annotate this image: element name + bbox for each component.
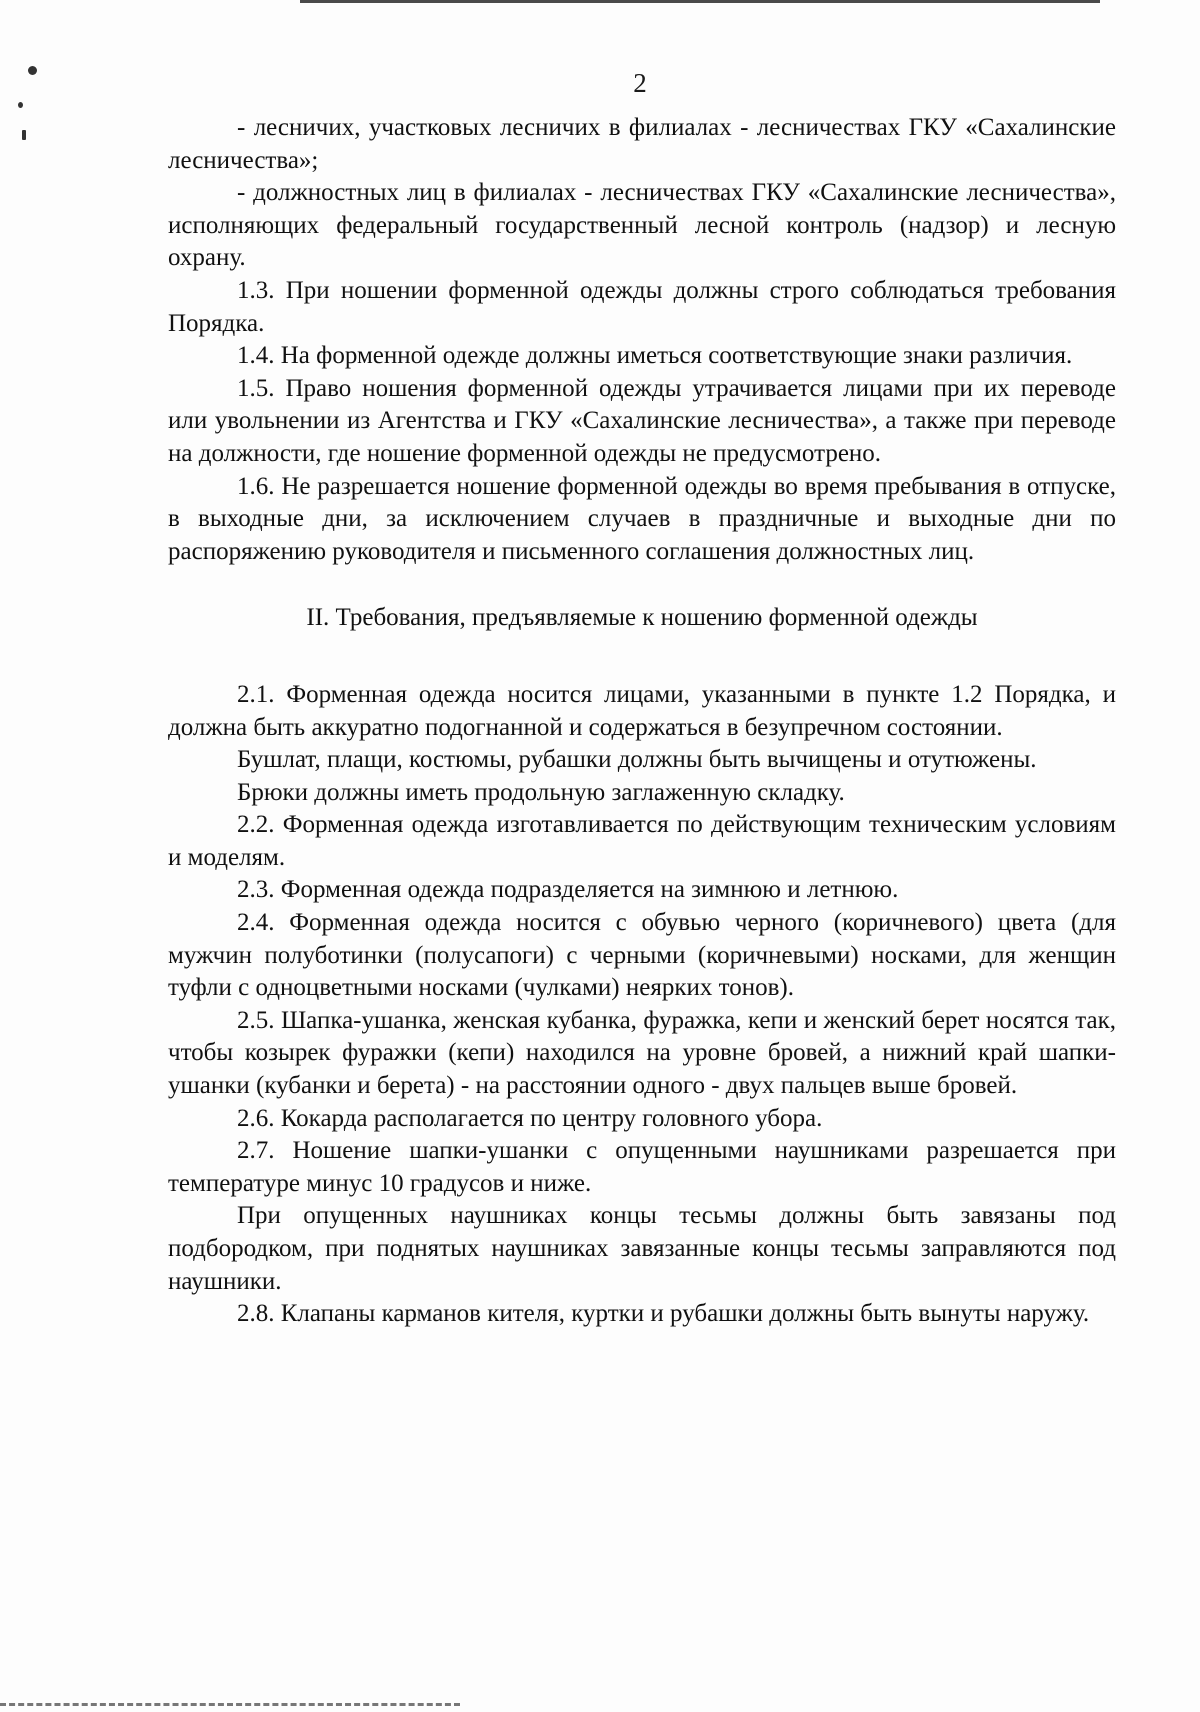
paragraph: - лесничих, участковых лесничих в филиалах - лесничествах ГКУ «Сахалинские лесничества»; xyxy=(168,114,1116,174)
paragraph: 2.3. Форменная одежда подразделяется на зимнюю и летнюю. xyxy=(237,876,899,904)
paragraph: Брюки должны иметь продольную заглаженную складку. xyxy=(237,778,845,806)
scan-edge-line-top xyxy=(300,0,1100,3)
document-body xyxy=(168,112,1116,1331)
scan-speck xyxy=(22,130,26,140)
paragraph: 2.8. Клапаны карманов кителя, куртки и рубашки должны быть вынуты наружу. xyxy=(237,1300,1090,1328)
paragraph: 2.7. Ношение шапки-ушанки с опущенными наушниками разрешается при температуре минус 10 градусов и ниже. xyxy=(168,1137,1116,1197)
paragraph: 2.5. Шапка-ушанка, женская кубанка, фуражка, кепи и женский берет носятся так, чтобы козырек фуражки (кепи) находился на уровне бровей, а нижний край шапки-ушанки (кубанки и берета) - на расстоянии одного - двух пальцев выше бровей. xyxy=(168,1006,1116,1100)
paragraph: 1.5. Право ношения форменной одежды утрачивается лицами при их переводе или увольнении из Агентства и ГКУ «Сахалинские лесничества», а также при переводе на должности, где ношение форменной одежды не предусмотрено. xyxy=(168,374,1116,467)
scan-speck xyxy=(18,102,23,108)
paragraph: 2.2. Форменная одежда изготавливается по действующим техническим условиям и моделям. xyxy=(168,811,1116,871)
paragraph: 1.4. На форменной одежде должны иметься соответствующие знаки различия. xyxy=(237,342,1073,370)
paragraph: - должностных лиц в филиалах - лесничествах ГКУ «Сахалинские лесничества», исполняющих федеральный государственный лесной контроль (надзор) и лесную охрану. xyxy=(168,179,1116,272)
paragraph: Бушлат, плащи, костюмы, рубашки должны быть вычищены и отутюжены. xyxy=(237,746,1037,774)
paragraph: 2.6. Кокарда располагается по центру головного убора. xyxy=(237,1104,823,1132)
scan-edge-line-bottom xyxy=(0,1703,460,1706)
paragraph: 2.1. Форменная одежда носится лицами, указанными в пункте 1.2 Порядка, и должна быть аккуратно подогнанной и содержаться в безупречном состоянии. xyxy=(168,680,1116,741)
page-number: 2 xyxy=(633,68,647,98)
section-heading: II. Требования, предъявляемые к ношению форменной одежды xyxy=(306,604,978,632)
paragraph: 1.6. Не разрешается ношение форменной одежды во время пребывания в отпуске, в выходные дни, за исключением случаев в праздничные и выходные дни по распоряжению руководителя и письменного соглашения должностных лиц. xyxy=(168,472,1116,565)
paragraph: При опущенных наушниках концы тесьмы должны быть завязаны под подбородком, при поднятых наушниках завязанные концы тесьмы заправляются под наушники. xyxy=(168,1202,1116,1295)
paragraph: 2.4. Форменная одежда носится с обувью черного (коричневого) цвета (для мужчин полуботинки (полусапоги) с черными (коричневыми) носками, для женщин туфли с одноцветными носками (чулками) неярких тонов). xyxy=(168,909,1116,1002)
paragraph: 1.3. При ношении форменной одежды должны строго соблюдаться требования Порядка. xyxy=(168,276,1116,337)
